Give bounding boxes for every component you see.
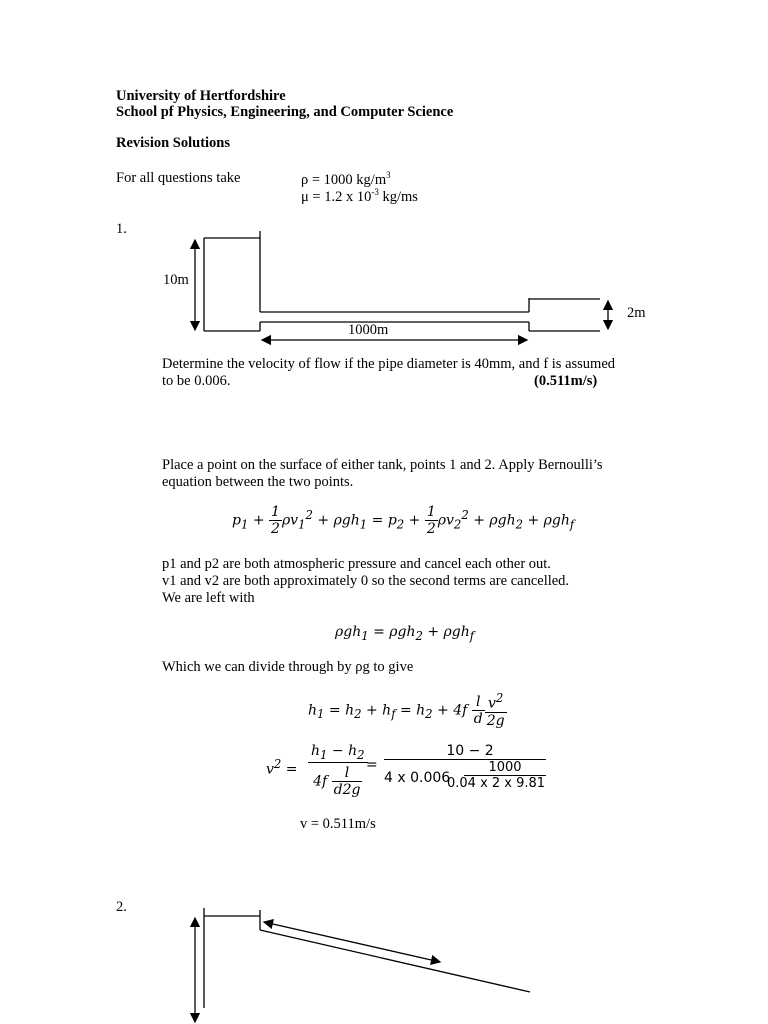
bernoulli-equation: $p_1$ + $\frac{1}{2}$ $\rho v_1^2 + \rho gh_1 = p_2$ + $\frac{1}{2}$ $\rho v_2^2 + \rho gh_2 + \rho gh_f$ — [232, 504, 575, 538]
university-name: University of Hertfordshire — [116, 88, 286, 104]
head-loss-equation: $h_1 = h_2 + h_f = h_2 + 4f$ $\frac{l}{d}$ $\frac{v^2}{2g}$ — [308, 691, 505, 729]
velocity-equation-fraction: $h_1 - h_2$ 4f $\frac{l}{d2g}$ — [308, 743, 368, 798]
label-length: 1000m — [348, 322, 389, 338]
density-constant: ρ = 1000 $kg/m^3$ — [301, 170, 391, 188]
paragraph-bernoulli-line2: equation between the two points. — [162, 474, 354, 490]
paragraph-velocity: v1 and v2 are both approximately 0 so the second terms are cancelled. — [162, 573, 570, 589]
question-1-text-line1: Determine the velocity of flow if the pipe diameter is 40mm, and f is assumed — [162, 356, 616, 372]
velocity-equation-lhs: $v^2$ = — [266, 757, 298, 778]
school-name: School pf Physics, Engineering, and Computer Science — [116, 104, 454, 120]
document-title: Revision Solutions — [116, 135, 231, 151]
label-height-left: 10m — [163, 272, 189, 288]
constants-intro: For all questions take — [116, 170, 241, 186]
question-1-answer: (0.511m/s) — [534, 373, 598, 389]
label-height-right: 2m — [627, 305, 646, 321]
paragraph-bernoulli-line1: Place a point on the surface of either tank, points 1 and 2. Apply Bernoulli’s — [162, 457, 603, 473]
velocity-equation-numeric: 10 − 2 4 x 0.006 1000 0.04 x 2 x 9.81 — [384, 743, 546, 791]
viscosity-constant: μ = 1.2 x $10^{-3}$ kg/ms — [301, 187, 418, 205]
q2-length-arrow — [264, 922, 440, 962]
velocity-result: v = 0.511m/s — [300, 816, 376, 832]
q2-inclined-pipe — [260, 930, 530, 992]
question-2-number: 2. — [116, 899, 127, 915]
energy-balance-equation: ρgh$_1$ = ρgh$_2$ + ρgh$_f$ — [335, 624, 475, 643]
paragraph-pressure: p1 and p2 are both atmospheric pressure and cancel each other out. — [162, 556, 551, 572]
equals-sign: = — [366, 757, 378, 773]
paragraph-divide: Which we can divide through by ρg to give — [162, 659, 414, 675]
paragraph-left-with: We are left with — [162, 590, 255, 606]
question-1-text-line2: to be 0.006. — [162, 373, 231, 389]
question-1-number: 1. — [116, 221, 127, 237]
